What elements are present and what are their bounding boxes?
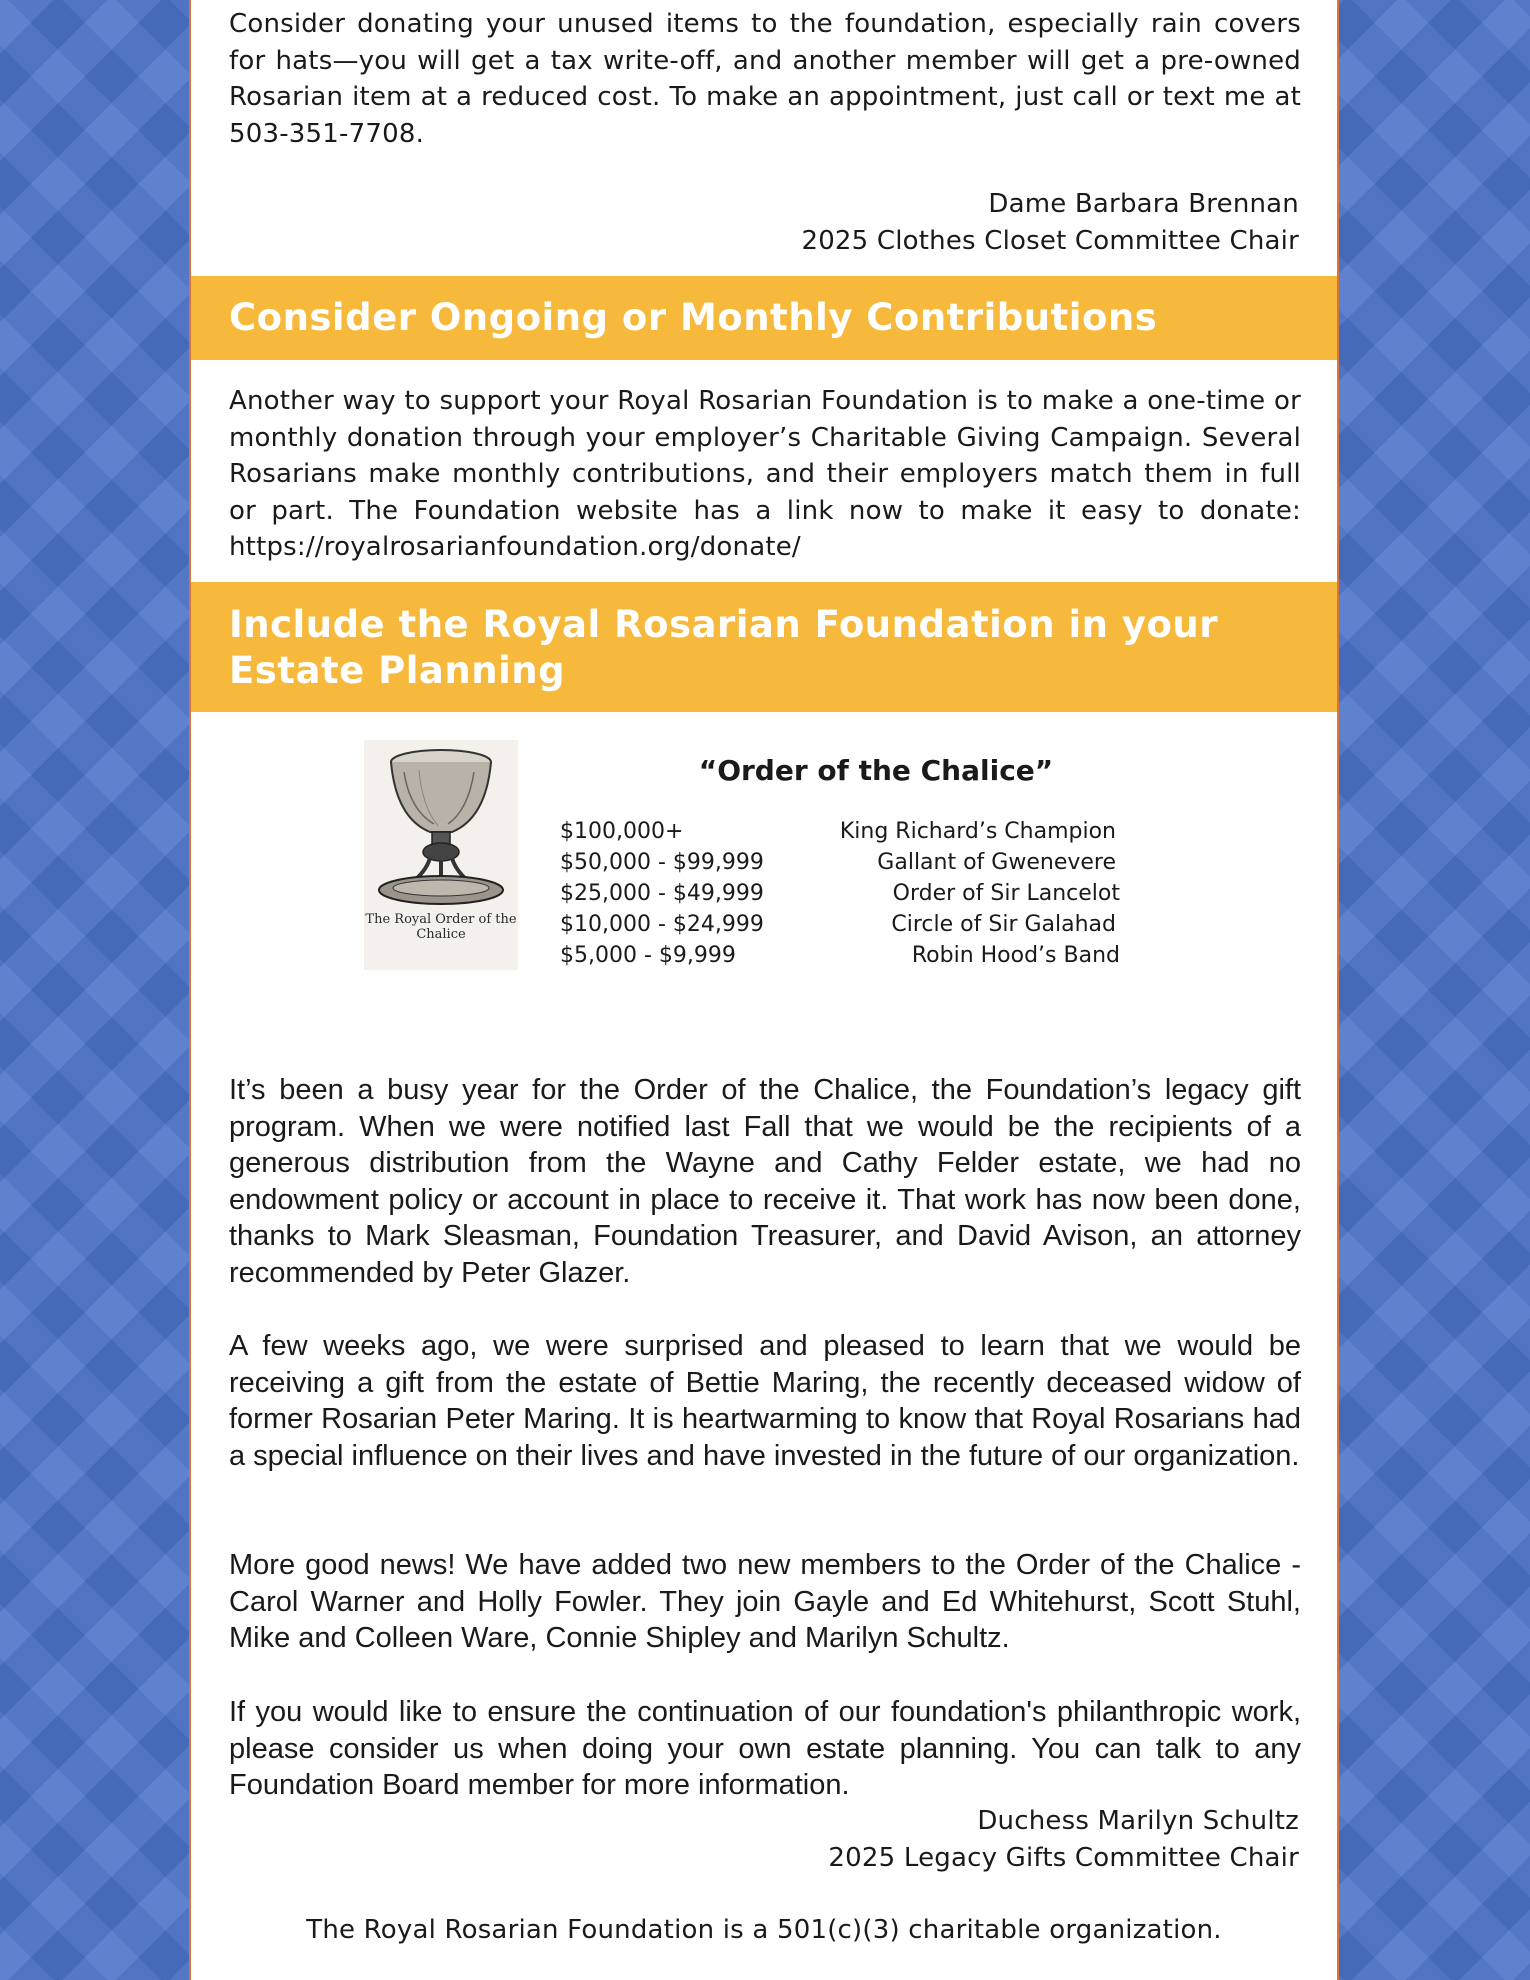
signature-name: Duchess Marilyn Schultz	[977, 1806, 1299, 1836]
estate-paragraph-2: A few weeks ago, we were surprised and pleased to learn that we would be receiving a gift from the estate of Bettie Maring, the recently deceased widow of former Rosarian Peter Maring. It is heartwarming to know that Royal Rosarians had a special influence on their lives and have invested in the future of our organization.	[229, 1330, 1301, 1472]
tier-row	[560, 940, 1120, 971]
tier-amount: $25,000 - $49,999	[560, 881, 764, 906]
tier-amount: $10,000 - $24,999	[560, 912, 764, 937]
chalice-icon	[364, 740, 518, 910]
tier-row	[560, 816, 1120, 847]
estate-paragraph-4: If you would like to ensure the continuation of our foundation's philanthropic work, please consider us when doing your own estate planning. You can talk to any Foundation Board member for more information.	[229, 1696, 1301, 1801]
chalice-caption: The Royal Order of the Chalice	[365, 912, 517, 942]
signature-name: Dame Barbara Brennan	[988, 189, 1299, 219]
tier-row	[560, 878, 1120, 909]
section-heading-contributions: Consider Ongoing or Monthly Contributions	[191, 276, 1337, 360]
chalice-tier-list	[560, 816, 1120, 971]
newsletter-page	[189, 0, 1339, 1980]
chalice-image	[364, 740, 518, 970]
tier-name: King Richard’s Champion	[839, 819, 1116, 844]
tier-row	[560, 847, 1120, 878]
tier-row	[560, 909, 1120, 940]
clothes-closet-signature	[801, 186, 1299, 259]
signature-title: 2025 Legacy Gifts Committee Chair	[828, 1842, 1299, 1873]
tier-amount: $100,000+	[560, 819, 684, 844]
legacy-gifts-signature	[828, 1803, 1299, 1876]
contributions-paragraph: Another way to support your Royal Rosarian Foundation is to make a one-time or monthly donation through your employer’s Charitable Giving Campaign. Several Rosarians make monthly contributions, and their employers match them in full or part. The Foundation website has a link now to make it easy to donate: https://royalrosarianfoundation.org/donate/	[229, 386, 1301, 562]
tier-amount: $5,000 - $9,999	[560, 943, 736, 968]
order-of-the-chalice-title: “Order of the Chalice”	[698, 754, 1054, 787]
section-heading-estate-planning: Include the Royal Rosarian Foundation in your Estate Planning	[191, 582, 1337, 712]
tier-amount: $50,000 - $99,999	[560, 850, 764, 875]
tier-name: Robin Hood’s Band	[911, 943, 1120, 968]
tier-name: Order of Sir Lancelot	[892, 881, 1120, 906]
estate-paragraph-1: It’s been a busy year for the Order of the Chalice, the Foundation’s legacy gift program. When we were notified last Fall that we would be the recipients of a generous distribution from the Wayne and Cathy Felder estate, we had no endowment policy or account in place to receive it. That work has now been done, thanks to Mark Sleasman, Foundation Treasurer, and David Avison, an attorney recommended by Peter Glazer.	[229, 1074, 1301, 1289]
footer-note: The Royal Rosarian Foundation is a 501(c)(3) charitable organization.	[306, 1915, 1222, 1945]
clothes-closet-paragraph: Consider donating your unused items to the foundation, especially rain covers for hats—you will get a tax write-off, and another member will get a pre-owned Rosarian item at a reduced cost. To make an appointment, just call or text me at 503-351-7708.	[229, 9, 1301, 149]
tier-name: Gallant of Gwenevere	[877, 850, 1116, 875]
estate-paragraph-3: More good news! We have added two new members to the Order of the Chalice - Carol Warner and Holly Fowler. They join Gayle and Ed Whitehurst, Scott Stuhl, Mike and Colleen Ware, Connie Shipley and Marilyn Schultz.	[229, 1549, 1301, 1654]
signature-title: 2025 Clothes Closet Committee Chair	[801, 225, 1299, 256]
tier-name: Circle of Sir Galahad	[891, 912, 1116, 937]
